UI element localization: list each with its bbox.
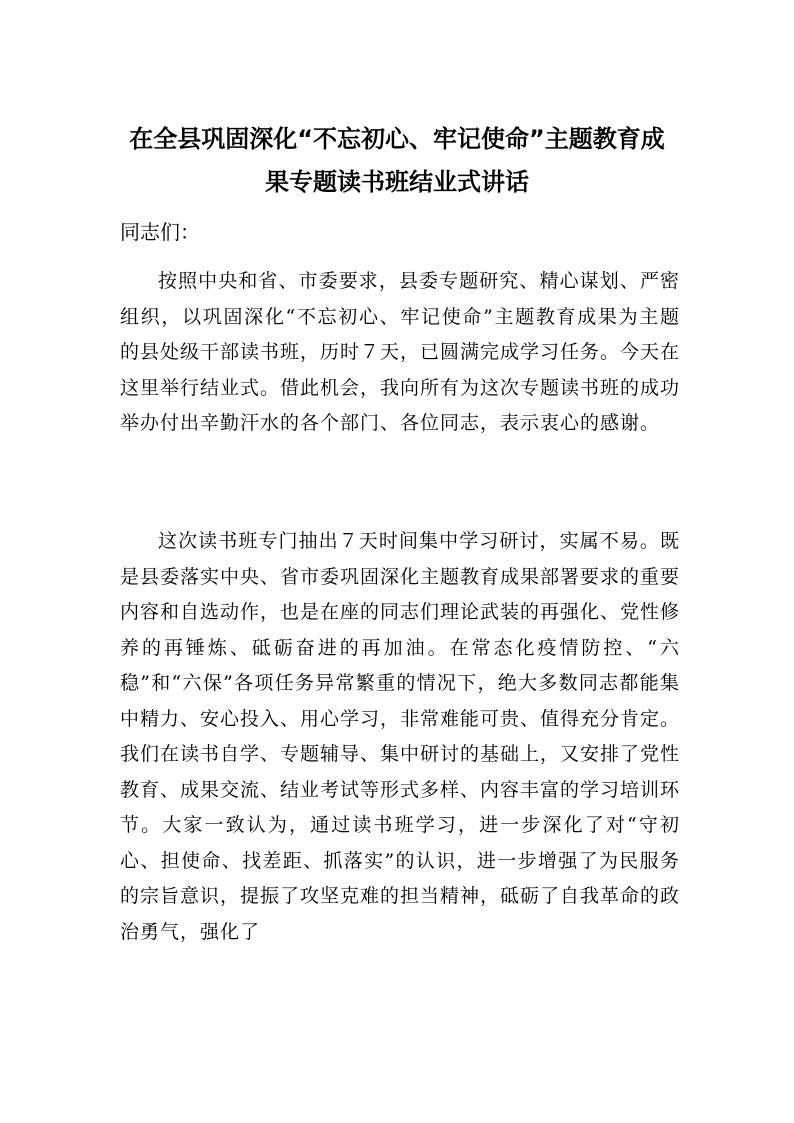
- body-paragraph-1: 按照中央和省、市委要求，县委专题研究、精心谋划、严密组织，以巩固深化“不忘初心、牢记使命”主题教育成果为主题的县处级干部读书班，历时７天，已圆满完成学习任务。今天在这里举行结业式。借此机会，我向所有为这次专题读书班的成功举办付出辛勤汗水的各个部门、各位同志，表示衷心的感谢。: [120, 270, 681, 434]
- title-line-2: 果专题读书班结业式讲话: [265, 168, 529, 196]
- salutation: 同志们：: [120, 220, 200, 244]
- title-line-1: 在全县巩固深化“不忘初心、牢记使命”主题教育成: [129, 125, 665, 153]
- body-paragraph-2: 这次读书班专门抽出７天时间集中学习研讨，实属不易。既是县委落实中央、省市委巩固深化主题教育成果部署要求的重要内容和自选动作，也是在座的同志们理论武装的再强化、党性修养的再锤炼、砥砺奋进的再加油。在常态化疫情防控、“六稳”和“六保”各项任务异常繁重的情况下，绝大多数同志都能集中精力、安心投入、用心学习，非常难能可贵、值得充分肯定。我们在读书自学、专题辅导、集中研讨的基础上，又安排了党性教育、成果交流、结业考试等形式多样、内容丰富的学习培训环节。大家一致认为，通过读书班学习，进一步深化了对“守初心、担使命、找差距、抓落实”的认识，进一步增强了为民服务的宗旨意识，提振了攻坚克难的担当精神，砥砺了自我革命的政治勇气，强化了: [120, 530, 681, 943]
- document-title: [100, 118, 694, 204]
